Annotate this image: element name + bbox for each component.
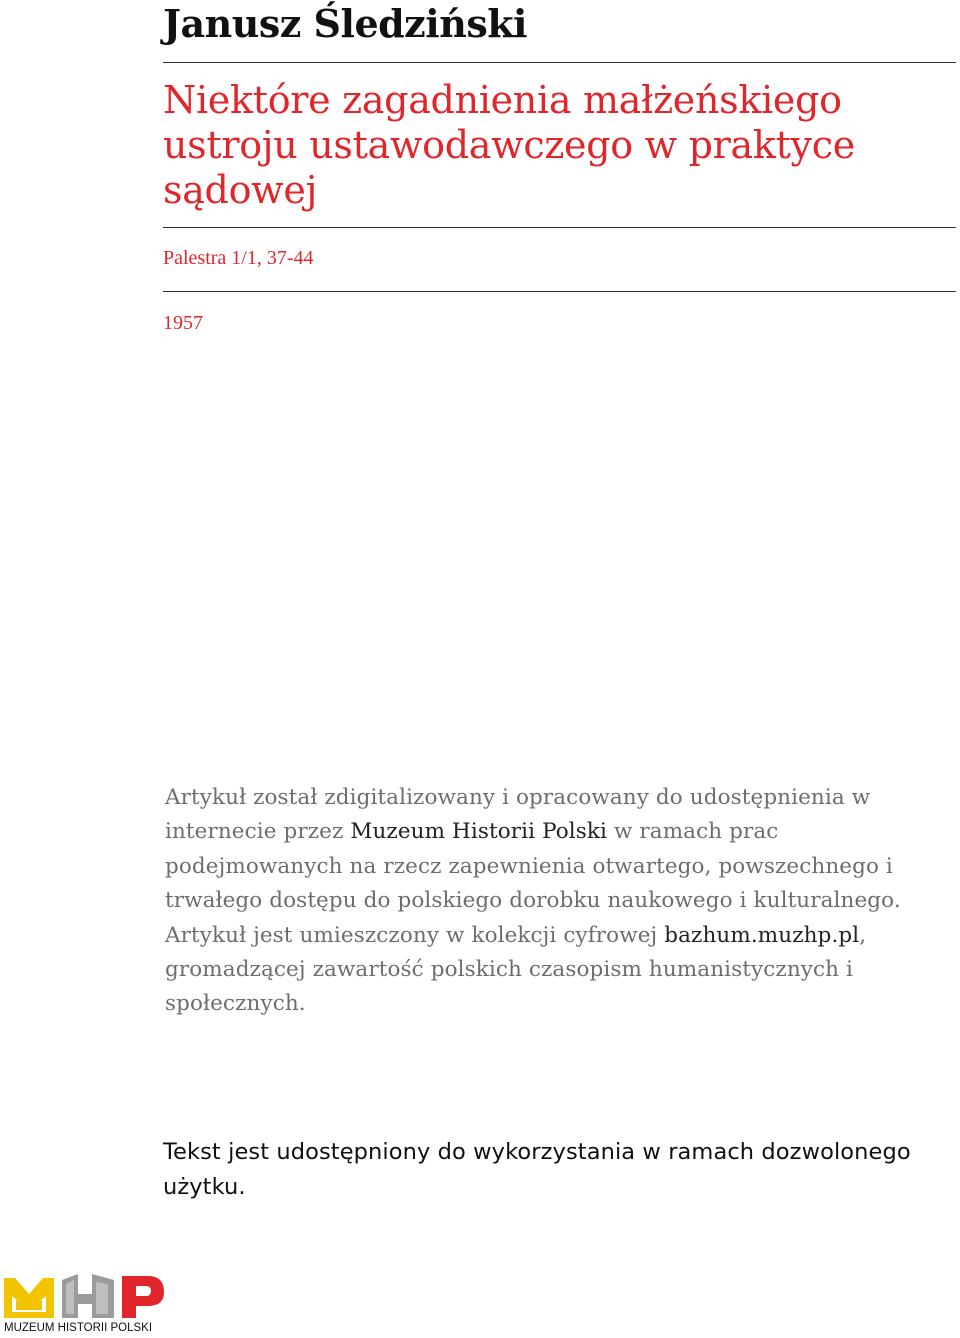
- author-name: Janusz Śledziński: [163, 1, 527, 46]
- source-citation: Palestra 1/1, 37-44: [163, 247, 314, 269]
- notice-text: Artykuł został zdigitalizowany i opracowany do udostępnienia w internecie przez: [165, 785, 871, 845]
- museum-logo: [2, 1270, 167, 1336]
- museum-name: Muzeum Historii Polski: [350, 819, 608, 845]
- logo-p-shape: [122, 1276, 164, 1318]
- divider: [163, 291, 956, 292]
- logo-text: MUZEUM HISTORII POLSKI: [4, 1322, 153, 1334]
- digitization-notice: [165, 781, 935, 1022]
- divider: [163, 227, 956, 228]
- article-title: Niektóre zagadnienia małżeńskiego ustroju ustawodawczego w praktyce sądowej: [163, 78, 855, 212]
- logo-h-shape: [62, 1274, 114, 1318]
- publication-year: 1957: [163, 312, 203, 334]
- notice-text: , gromadzącej zawartość polskich czasopism humanistycznych i społecznych.: [165, 922, 867, 1017]
- museum-logo-icon: [2, 1270, 167, 1322]
- site-name: bazhum.muzhp.pl: [664, 922, 860, 948]
- license-notice: Tekst jest udostępniony do wykorzystania w ramach dozwolonego użytku.: [163, 1139, 911, 1200]
- divider: [163, 62, 956, 63]
- notice-text: w ramach prac podejmowanych na rzecz zapewnienia otwartego, powszechnego i trwałego dostępu do polskiego dorobku naukowego i kulturalnego. Artykuł jest umieszczony w kolekcji cyfrowej: [165, 819, 901, 948]
